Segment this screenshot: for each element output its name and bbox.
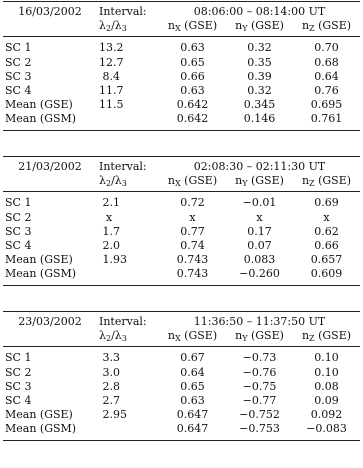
cell-ratio-value: 2.8 [102,379,120,393]
cell-ny: 0.32 [247,84,272,98]
cell-ny: −0.260 [226,267,293,285]
cell-ratio [97,422,159,440]
header-ny: $n_Y$ (GSE) [226,174,293,192]
cell-ratio: 12.7 [99,55,124,69]
row-label: Mean (GSE) [5,253,73,267]
table-date: 21/03/2002 [3,157,97,175]
table-row [3,70,360,84]
cell-nz: 0.657 [310,253,343,267]
row-label: Mean (GSE) [5,408,73,422]
row-label: SC 2 [5,210,32,224]
cell-ratio [97,366,159,380]
cell-nx: 0.64 [180,365,205,379]
table-row [3,112,360,130]
cell-ratio-value: 3.3 [102,351,120,365]
cell-nz: 0.695 [310,98,343,112]
row-label: SC 3 [5,69,32,83]
cell-ny: −0.752 [239,408,280,422]
header-ny: $n_Y$ (GSE) [226,329,293,347]
cell-ny: 0.35 [247,55,272,69]
interval-label: Interval: [97,312,159,330]
cell-ratio-value: 2.0 [102,239,120,253]
table-row [3,253,360,267]
cell-nx: 0.72 [180,196,205,210]
row-label: SC 2 [5,365,32,379]
cell-ratio: 11.7 [99,84,124,98]
cell-ny: 0.083 [243,253,276,267]
cell-nz: 0.66 [314,239,339,253]
cell-nx: 0.66 [180,69,205,83]
cell-nz: 0.08 [314,379,339,393]
cell-ny: 0.32 [247,41,272,55]
cell-nx: 0.642 [176,98,209,112]
row-label: SC 4 [5,239,32,253]
table-row [3,380,360,394]
cell-nz: −0.083 [293,422,360,440]
cell-nx: 0.642 [159,112,226,130]
cell-nz: 0.68 [314,55,339,69]
cell-ratio [97,192,159,211]
cell-nz: 0.10 [314,351,339,365]
header-nx: $n_X$ (GSE) [159,329,226,347]
table-row [3,37,360,56]
cell-nx: 0.63 [180,41,205,55]
cell-nx: 0.63 [180,84,205,98]
cell-nz: 0.62 [314,224,339,238]
table-23-03-2002 [3,311,360,441]
row-label: SC 3 [5,379,32,393]
cell-ratio-value: 2.7 [102,394,120,408]
cell-ratio [97,408,159,422]
cell-nx: 0.647 [159,422,226,440]
interval-range: 11:36:50 – 11:37:50 UT [159,312,360,330]
interval-label: Interval: [97,2,159,20]
row-label: Mean (GSM) [3,112,97,130]
cell-ratio [97,112,159,130]
row-label: SC 4 [5,84,32,98]
cell-ratio-value: 1.93 [102,253,127,267]
cell-ny: −0.73 [242,351,277,365]
row-label: SC 1 [5,351,32,365]
cell-nx: 0.743 [176,253,209,267]
cell-ratio-value: 2.95 [102,408,127,422]
cell-nz: 0.761 [293,112,360,130]
cell-nx: 0.67 [180,351,205,365]
row-label: Mean (GSM) [3,267,97,285]
interval-range: 08:06:00 – 08:14:00 UT [159,2,360,20]
row-label: SC 4 [5,394,32,408]
header-eigen-ratio: $\lambda_2/\lambda_3$ [97,174,159,192]
cell-nx: 0.65 [180,379,205,393]
cell-ny: 0.17 [247,224,272,238]
table-row [3,56,360,70]
cell-nx: 0.74 [180,239,205,253]
table-row [3,84,360,98]
cell-nz: 0.69 [314,196,339,210]
header-blank [3,329,97,347]
table-row [3,211,360,225]
cell-nz: 0.70 [314,41,339,55]
header-nz: $n_Z$ (GSE) [293,329,360,347]
cell-nx: 0.77 [180,224,205,238]
table-row [3,239,360,253]
cell-ny: 0.39 [247,69,272,83]
cell-nx: 0.647 [176,408,209,422]
cell-ny: −0.753 [226,422,293,440]
row-label: SC 1 [5,41,32,55]
cell-ny: −0.01 [242,196,277,210]
cell-ratio [97,225,159,239]
cell-ratio: 13.2 [99,41,124,55]
table-row [3,347,360,366]
table-header-row [3,329,360,347]
cell-ratio-value: 2.1 [102,196,120,210]
interval-label: Interval: [97,157,159,175]
cell-nz: 0.609 [293,267,360,285]
table-row [3,408,360,422]
row-label: Mean (GSM) [3,422,97,440]
table-date: 16/03/2002 [3,2,97,20]
table-16-03-2002 [3,1,360,131]
row-label: Mean (GSE) [5,98,73,112]
cell-nx: 0.63 [180,394,205,408]
header-eigen-ratio: $\lambda_2/\lambda_3$ [97,329,159,347]
row-label: SC 3 [5,224,32,238]
cell-ratio-value: x [106,210,113,224]
cell-ratio [97,380,159,394]
table-date-row [3,157,360,175]
cell-ratio [97,70,159,84]
table-date-row [3,2,360,20]
cell-ratio: 11.5 [99,98,124,112]
row-label: SC 2 [5,55,32,69]
cell-ny: −0.76 [242,365,277,379]
interval-range: 02:08:30 – 02:11:30 UT [159,157,360,175]
cell-ny: −0.75 [242,379,277,393]
cell-ratio [97,394,159,408]
header-eigen-ratio: $\lambda_2/\lambda_3$ [97,19,159,37]
cell-ratio [97,211,159,225]
header-ny: $n_Y$ (GSE) [226,19,293,37]
header-nz: $n_Z$ (GSE) [293,19,360,37]
cell-nx: 0.65 [180,55,205,69]
cell-nx: 0.743 [159,267,226,285]
cell-ratio-value: 8.4 [102,69,120,83]
table-row [3,192,360,211]
table-row [3,422,360,440]
cell-ny: x [256,210,263,224]
table-row [3,267,360,285]
table-date-row [3,312,360,330]
cell-ny: 0.07 [247,239,272,253]
cell-ratio [97,239,159,253]
table-date: 23/03/2002 [3,312,97,330]
cell-nz: 0.64 [314,69,339,83]
cell-ny: 0.146 [226,112,293,130]
cell-ny: 0.345 [243,98,276,112]
table-row [3,225,360,239]
cell-nx: x [189,210,196,224]
table-21-03-2002 [3,156,360,286]
cell-nz: 0.10 [314,365,339,379]
header-blank [3,19,97,37]
cell-ratio-value: 3.0 [102,365,120,379]
cell-nz: 0.09 [314,394,339,408]
cell-ratio-value: 1.7 [102,224,120,238]
cell-ny: −0.77 [242,394,277,408]
header-nx: $n_X$ (GSE) [159,174,226,192]
table-row [3,98,360,112]
cell-nz: 0.092 [310,408,343,422]
cell-nz: 0.76 [314,84,339,98]
table-row [3,366,360,380]
cell-ratio [97,253,159,267]
cell-ratio [97,267,159,285]
table-header-row [3,174,360,192]
header-nz: $n_Z$ (GSE) [293,174,360,192]
header-nx: $n_X$ (GSE) [159,19,226,37]
table-header-row [3,19,360,37]
header-blank [3,174,97,192]
cell-ratio [97,347,159,366]
table-row [3,394,360,408]
row-label: SC 1 [5,196,32,210]
cell-nz: x [323,210,330,224]
